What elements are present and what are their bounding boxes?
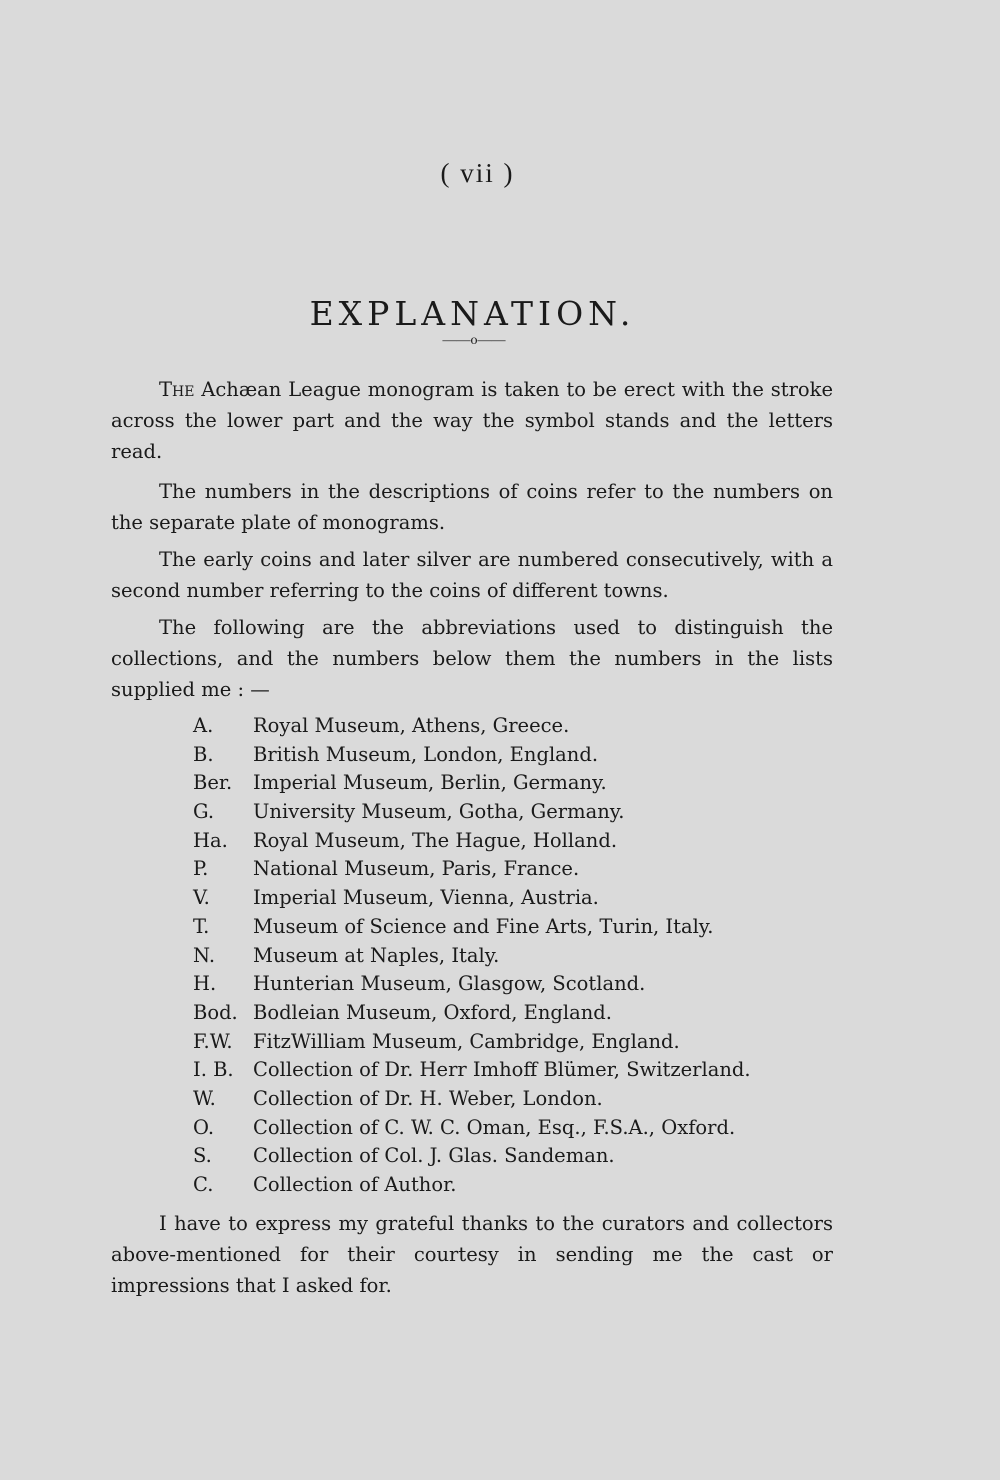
abbreviation-description: Imperial Museum, Berlin, Germany. xyxy=(253,771,607,795)
abbreviation-code: I. B. xyxy=(193,1058,234,1082)
abbreviation-row xyxy=(193,712,833,741)
abbreviation-code: W. xyxy=(193,1086,216,1110)
abbreviation-description: Collection of Dr. H. Weber, London. xyxy=(253,1086,603,1110)
abbreviation-code: S. xyxy=(193,1144,212,1168)
abbreviation-description: Imperial Museum, Vienna, Austria. xyxy=(253,886,599,910)
abbreviation-code: Ber. xyxy=(193,771,233,795)
abbreviation-row xyxy=(193,999,833,1028)
abbreviation-row xyxy=(193,1142,833,1171)
abbreviation-code: Bod. xyxy=(193,1000,238,1024)
page-number: ( vii ) xyxy=(440,158,515,188)
abbreviation-code: B. xyxy=(193,742,214,766)
abbreviation-code: A. xyxy=(193,714,214,737)
abbreviation-code: T. xyxy=(193,914,210,938)
abbreviation-description: Royal Museum, Athens, Greece. xyxy=(253,714,570,737)
abbreviation-code: N. xyxy=(193,943,216,967)
paragraph-numbering: The early coins and later silver are numbered consecutively, with a second number referring to the coins of different towns. xyxy=(111,548,833,602)
abbreviation-row xyxy=(193,884,833,913)
abbreviation-description: Collection of Author. xyxy=(253,1173,457,1196)
abbreviation-row xyxy=(193,1114,833,1143)
abbreviation-row xyxy=(193,741,833,770)
abbreviation-description: Museum at Naples, Italy. xyxy=(253,943,500,967)
abbreviation-description: National Museum, Paris, France. xyxy=(253,857,580,881)
paragraph-monogram xyxy=(111,374,833,467)
abbreviation-row xyxy=(193,798,833,827)
abbreviation-code: C. xyxy=(193,1173,214,1196)
abbreviation-row xyxy=(193,970,833,999)
abbreviation-row xyxy=(193,855,833,884)
abbreviation-row xyxy=(193,1056,833,1085)
abbreviation-list xyxy=(193,712,833,1200)
abbreviation-row xyxy=(193,1028,833,1057)
abbreviation-code: Ha. xyxy=(193,828,228,852)
abbreviation-row xyxy=(193,769,833,798)
abbreviation-row xyxy=(193,1085,833,1114)
abbreviation-code: H. xyxy=(193,972,217,996)
title-ornament: ——o—— xyxy=(442,333,506,348)
abbreviation-row xyxy=(193,913,833,942)
abbreviation-description: Hunterian Museum, Glasgow, Scotland. xyxy=(253,972,646,996)
paragraph-numbers: The numbers in the descriptions of coins refer to the numbers on the separate plate of monograms. xyxy=(111,480,833,534)
abbreviation-description: Bodleian Museum, Oxford, England. xyxy=(253,1000,612,1024)
abbreviation-description: Collection of C. W. C. Oman, Esq., F.S.A., Oxford. xyxy=(253,1115,736,1139)
abbreviation-description: Collection of Dr. Herr Imhoff Blümer, Switzerland. xyxy=(253,1058,751,1082)
abbreviation-description: FitzWilliam Museum, Cambridge, England. xyxy=(253,1029,680,1053)
paragraph-lead-word: The xyxy=(159,378,195,401)
abbreviation-description: University Museum, Gotha, Germany. xyxy=(253,800,625,824)
paragraph-abbreviations-intro: The following are the abbreviations used to distinguish the collections, and the numbers below them the numbers in the lists supplied me : — xyxy=(111,616,833,701)
abbreviation-row xyxy=(193,1171,833,1200)
abbreviation-code: V. xyxy=(193,886,210,910)
abbreviation-code: O. xyxy=(193,1115,215,1139)
abbreviation-row xyxy=(193,827,833,856)
paragraph-text: Achæan League monogram is taken to be erect with the stroke across the lower part and the way the symbol stands and the letters read. xyxy=(111,378,833,463)
abbreviation-description: Collection of Col. J. Glas. Sandeman. xyxy=(253,1144,615,1168)
page-title: EXPLANATION. xyxy=(309,294,636,334)
abbreviation-row xyxy=(193,942,833,971)
abbreviation-description: Royal Museum, The Hague, Holland. xyxy=(253,828,618,852)
paragraph-thanks: I have to express my grateful thanks to the curators and collectors above-mentioned for their courtesy in sending me the cast or impressions that I asked for. xyxy=(111,1212,833,1297)
abbreviation-description: Museum of Science and Fine Arts, Turin, Italy. xyxy=(253,914,714,938)
abbreviation-description: British Museum, London, England. xyxy=(253,742,599,766)
abbreviation-code: P. xyxy=(193,857,209,881)
abbreviation-code: F.W. xyxy=(193,1029,233,1053)
abbreviation-code: G. xyxy=(193,800,215,824)
